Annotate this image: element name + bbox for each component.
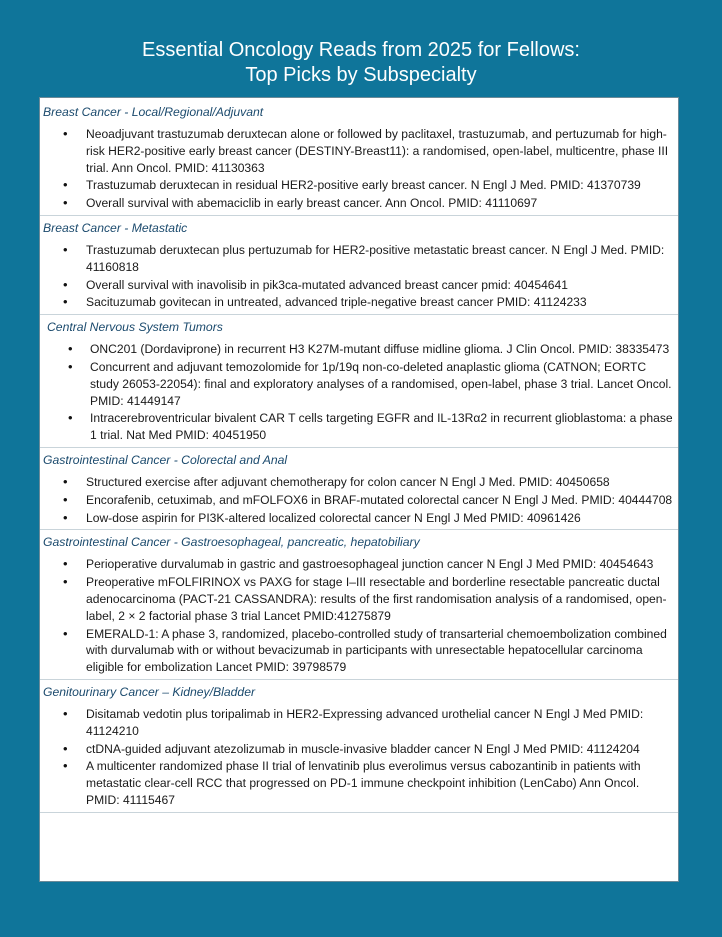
list-item: • Overall survival with inavolisib in pik3ca-mutated advanced breast cancer pmid: 40454641: [40, 277, 678, 294]
section-gi-upper: [40, 530, 678, 680]
list-item: • Trastuzumab deruxtecan in residual HER2-positive early breast cancer. N Engl J Med. PMID: 41370739: [40, 177, 678, 194]
page-title: [0, 38, 722, 88]
list-item: • Preoperative mFOLFIRINOX vs PAXG for stage I–III resectable and borderline resectable pancreatic ductal adenocarcinoma (PACT-21 CASSANDRA): results of the first randomisation analysis of a randomised, open-label, 2 × 2 factorial phase 3 trial Lancet PMID:41275879: [40, 574, 678, 624]
title-line-1: Essential Oncology Reads from 2025 for Fellows:: [142, 39, 580, 61]
list-item: • Structured exercise after adjuvant chemotherapy for colon cancer N Engl J Med. PMID: 40450658: [40, 474, 678, 491]
section-breast-local: [40, 98, 678, 216]
list-item: • Overall survival with abemaciclib in early breast cancer. Ann Oncol. PMID: 41110697: [40, 195, 678, 212]
title-line-2: Top Picks by Subspecialty: [245, 64, 477, 86]
list-item: • Encorafenib, cetuximab, and mFOLFOX6 in BRAF-mutated colorectal cancer N Engl J Med. PMID: 40444708: [40, 492, 678, 509]
list-item: • ctDNA-guided adjuvant atezolizumab in muscle-invasive bladder cancer N Engl J Med PMID: 41124204: [40, 741, 678, 758]
list-item: • Disitamab vedotin plus toripalimab in HER2-Expressing advanced urothelial cancer N Engl J Med PMID: 41124210: [40, 706, 678, 740]
list-item: • Neoadjuvant trastuzumab deruxtecan alone or followed by paclitaxel, trastuzumab, and pertuzumab for high-risk HER2-positive early breast cancer (DESTINY-Breast11): a randomised, open-label, multicentre, phase III trial. Ann Oncol. PMID: 41130363: [40, 126, 678, 176]
section-title: Gastrointestinal Cancer - Colorectal and Anal: [43, 452, 288, 467]
list-item: • Concurrent and adjuvant temozolomide for 1p/19q non-co-deleted anaplastic glioma (CATNON; EORTC study 26053-22054): final and exploratory analyses of a randomised, open-label, phase 3 trial. Lancet Oncol. PMID: 41449147: [40, 359, 678, 409]
section-cns-tumors: [40, 315, 678, 448]
section-breast-metastatic: [40, 216, 678, 315]
section-gu-kidney-bladder: [40, 680, 678, 813]
list-item: • A multicenter randomized phase II trial of lenvatinib plus everolimus versus cabozantinib in patients with metastatic clear-cell RCC that progressed on PD-1 immune checkpoint inhibition (LenCabo) Ann Oncol. PMID: 41115467: [40, 758, 678, 808]
section-gi-colorectal: [40, 448, 678, 530]
list-item: • ONC201 (Dordaviprone) in recurrent H3 K27M-mutant diffuse midline glioma. J Clin Oncol. PMID: 38335473: [40, 341, 678, 358]
section-title: Genitourinary Cancer – Kidney/Bladder: [43, 684, 256, 699]
section-title: Central Nervous System Tumors: [47, 320, 223, 335]
list-item: • Intracerebroventricular bivalent CAR T cells targeting EGFR and IL-13Rα2 in recurrent glioblastoma: a phase 1 trial. Nat Med PMID: 40451950: [40, 410, 678, 444]
empty-row: [40, 813, 678, 865]
list-item: • Sacituzumab govitecan in untreated, advanced triple-negative breast cancer PMID: 41124233: [40, 294, 678, 311]
list-item: • EMERALD-1: A phase 3, randomized, placebo-controlled study of transarterial chemoembolization combined with durvalumab with or without bevacizumab in participants with unresectable hepatocellular carcinoma eligible for embolization Lancet PMID: 39798579: [40, 626, 678, 676]
section-title: Gastrointestinal Cancer - Gastroesophageal, pancreatic, hepatobiliary: [43, 535, 420, 550]
section-title: Breast Cancer - Metastatic: [43, 220, 188, 235]
list-item: • Low-dose aspirin for PI3K-altered localized colorectal cancer N Engl J Med PMID: 40961426: [40, 510, 678, 527]
list-item: • Perioperative durvalumab in gastric and gastroesophageal junction cancer N Engl J Med PMID: 40454643: [40, 556, 678, 573]
list-item: • Trastuzumab deruxtecan plus pertuzumab for HER2-positive metastatic breast cancer. N Engl J Med. PMID: 41160818: [40, 242, 678, 276]
reading-list-panel: [39, 97, 679, 882]
section-title: Breast Cancer - Local/Regional/Adjuvant: [43, 105, 264, 119]
